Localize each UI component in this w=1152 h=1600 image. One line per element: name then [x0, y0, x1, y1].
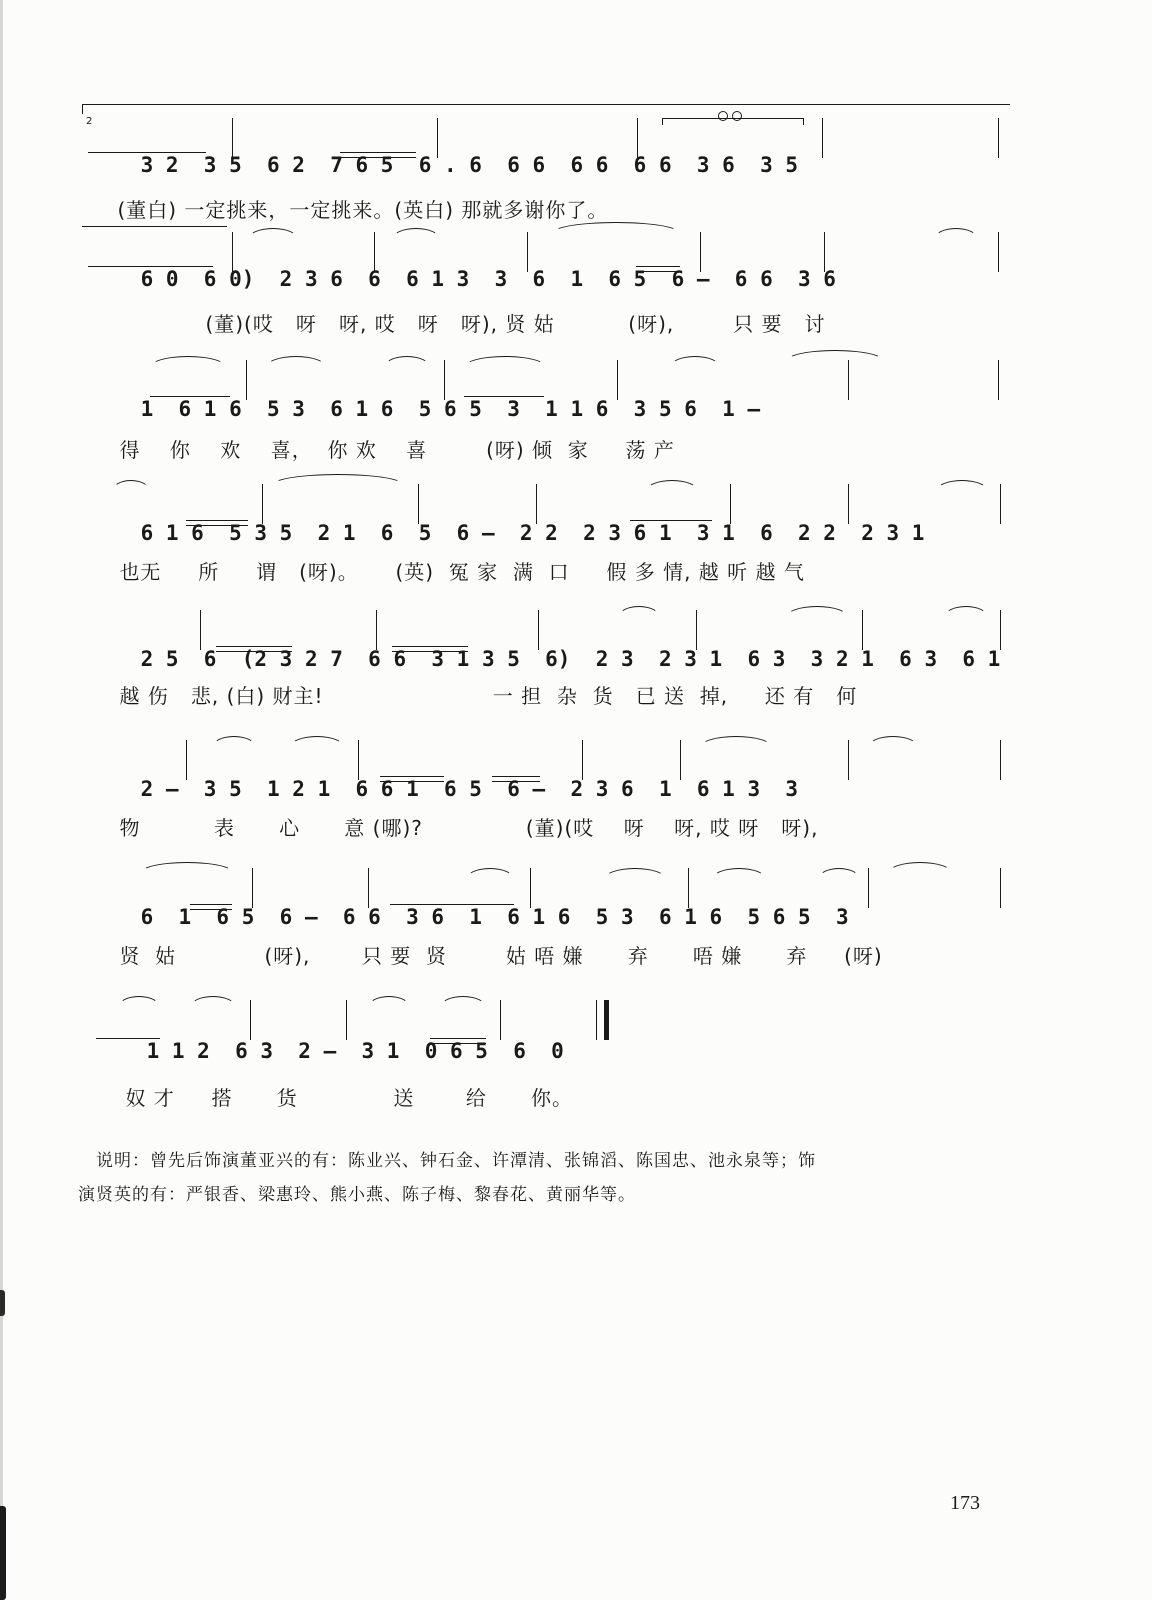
barline — [617, 360, 618, 400]
notes-text: 2 5 6 (2 3 2 7 6 6 3 1 3 5 6) 2 3 2 3 1 6 3 3 2 1 6 3 6 1 — [140, 647, 1001, 671]
barline — [596, 1000, 597, 1040]
barline — [358, 740, 359, 780]
barline — [696, 610, 697, 650]
binding-mark — [0, 1506, 6, 1600]
slur — [868, 736, 918, 747]
barline — [1000, 610, 1001, 650]
double-underline — [340, 152, 416, 158]
barline — [824, 232, 825, 272]
lyrics-text: (董白) 一定挑来，一定挑来。(英白) 那就多谢你了。 — [117, 198, 609, 222]
double-underline — [430, 1038, 486, 1044]
lyrics-system-4 — [90, 530, 805, 614]
double-underline — [392, 646, 468, 652]
underline — [96, 1038, 160, 1039]
barline — [376, 610, 377, 650]
slur — [934, 228, 978, 239]
notes-text: 6 1 6 5 3 5 2 1 6 5 6 — 2 2 2 3 6 1 3 1 6 2 2 2 3 1 — [140, 521, 925, 545]
barline — [848, 484, 849, 524]
double-underline — [492, 776, 540, 782]
lyrics-system-7 — [90, 914, 883, 998]
bracket-line — [82, 226, 227, 227]
lyrics-text: 越 伤 悲, (白) 财主! 一 担 杂 货 已 送 掉, 还 有 何 — [119, 684, 858, 708]
underline — [88, 152, 206, 153]
double-underline — [190, 904, 232, 910]
barline — [536, 484, 537, 524]
barline — [232, 118, 233, 158]
double-underline — [216, 646, 292, 652]
top-bracket-line — [82, 104, 1010, 105]
double-underline — [636, 266, 680, 272]
underline — [390, 904, 514, 905]
barline — [200, 610, 201, 650]
explanation-line-1: 说明：曾先后饰演董亚兴的有：陈业兴、钟石金、许潭清、张锦滔、陈国忠、池永泉等；饰 — [96, 1151, 816, 1171]
notes-text: 6 0 6 0) 2 3 6 6 6 1 3 3 6 1 6 5 6 — 6 6 3 6 — [140, 267, 836, 291]
barline — [848, 740, 849, 780]
barline — [1000, 484, 1001, 524]
barline — [262, 484, 263, 524]
barline — [232, 232, 233, 272]
page-edge — [0, 0, 3, 1600]
underline — [630, 520, 712, 521]
barline — [998, 360, 999, 400]
slur — [944, 606, 988, 617]
slur — [888, 862, 952, 873]
barline — [252, 868, 253, 908]
barline — [862, 610, 863, 650]
barline — [868, 868, 869, 908]
notes-text: 1 6 1 6 5 3 6 1 6 5 6 5 3 1 1 6 3 5 6 1 — — [140, 397, 761, 421]
barline — [437, 118, 438, 158]
lyrics-system-5 — [90, 654, 857, 738]
barline — [186, 740, 187, 780]
barline — [346, 1000, 347, 1040]
fermata-ring — [732, 111, 742, 121]
barline — [1000, 868, 1001, 908]
explanation-note — [78, 1144, 1006, 1212]
barline — [374, 232, 375, 272]
bracket-tick — [82, 104, 83, 114]
slur — [818, 868, 860, 879]
barline — [530, 868, 531, 908]
barline — [688, 868, 689, 908]
slur — [936, 480, 988, 491]
page-number: 173 — [950, 1492, 980, 1514]
barline — [368, 868, 369, 908]
barline — [250, 1000, 251, 1040]
underline — [464, 396, 544, 397]
underline — [88, 266, 213, 267]
barline — [637, 118, 638, 158]
barline — [680, 740, 681, 780]
lyrics-system-8 — [96, 1056, 573, 1140]
final-barline — [604, 1000, 609, 1040]
binding-mark-small — [0, 1290, 5, 1316]
barline — [822, 118, 823, 158]
lyrics-text: 得 你 欢 喜， 你 欢 喜 (呀) 倾 家 荡 产 — [119, 438, 675, 462]
explanation-line-2: 演贤英的有：严银香、梁惠玲、熊小燕、陈子梅、黎春花、黄丽华等。 — [78, 1185, 636, 1205]
lyrics-text: 贤 姑 (呀), 只 要 贤 姑 唔 嫌 弃 唔 嫌 弃 (呀) — [119, 944, 883, 968]
barline — [500, 1000, 501, 1040]
lyrics-text: 也无 所 谓 (呀)。 (英) 冤 家 满 口 假 多 情, 越 听 越 气 — [119, 560, 805, 584]
barline — [730, 484, 731, 524]
lyrics-text: 物 表 心 意 (哪)? (董)(哎 呀 呀, 哎 呀 呀), — [119, 816, 819, 840]
grace-note-2: 2 — [86, 116, 93, 127]
barline — [246, 360, 247, 400]
barline — [444, 360, 445, 400]
barline — [998, 118, 999, 158]
lyrics-text: (董)(哎 呀 呀, 哎 呀 呀), 贤 姑 (呀), 只 要 讨 — [205, 312, 826, 336]
barline — [1000, 740, 1001, 780]
fermata-ring — [718, 111, 728, 121]
barline — [998, 232, 999, 272]
barline — [418, 484, 419, 524]
barline — [848, 360, 849, 400]
lyrics-system-2 — [176, 282, 826, 366]
notes-text: 2 — 3 5 1 2 1 6 6 1 6 5 6 — 2 3 6 1 6 1 3 3 — [140, 777, 799, 801]
barline — [538, 610, 539, 650]
notes-text: 3 2 3 5 6 2 7 6 5 6 . 6 6 6 6 6 6 6 3 6 3 5 — [140, 153, 799, 177]
double-underline — [186, 520, 248, 526]
double-underline — [380, 776, 444, 782]
notes-text: 6 1 6 5 6 — 6 6 3 6 1 6 1 6 5 3 6 1 6 5 6 5 3 — [140, 905, 849, 929]
barline — [582, 740, 583, 780]
lyrics-text: 奴 才 搭 货 送 给 你。 — [125, 1086, 574, 1110]
notes-text: 1 1 2 6 3 2 — 3 1 0 6 5 6 0 — [146, 1039, 564, 1063]
lyrics-system-6 — [90, 786, 818, 870]
barline — [527, 232, 528, 272]
barline — [700, 232, 701, 272]
underline — [150, 396, 230, 397]
